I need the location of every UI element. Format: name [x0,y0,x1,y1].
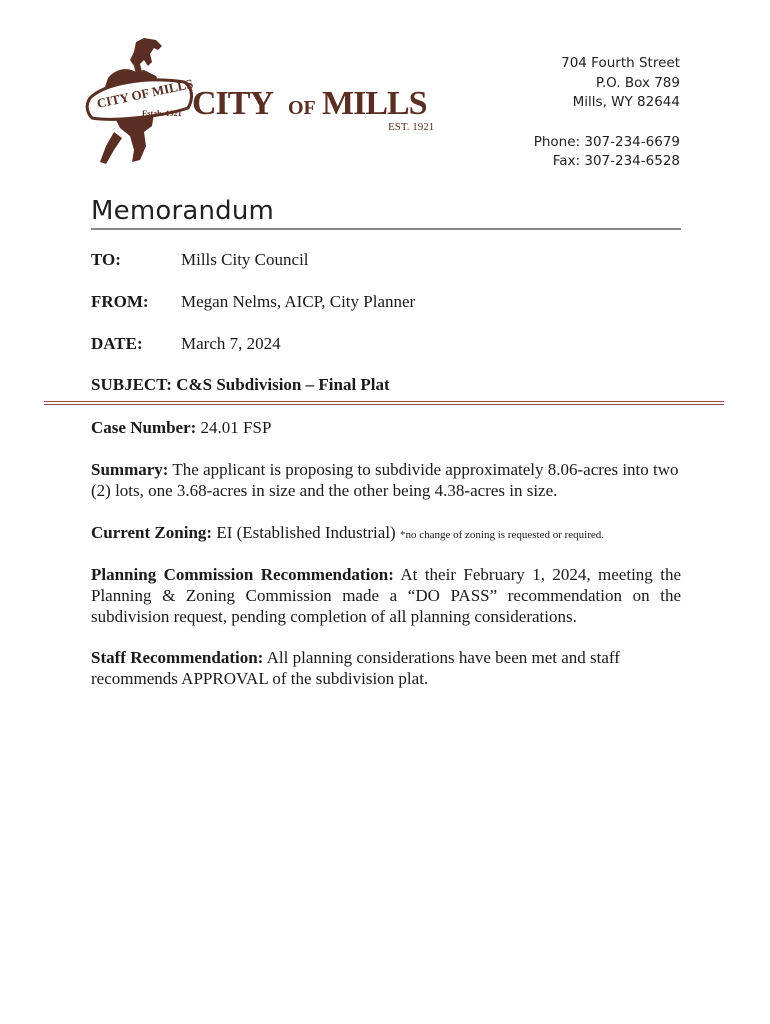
staff-recommendation-paragraph [91,647,681,689]
date-label: DATE: [91,334,143,353]
planning-recommendation-text: At their February 1, 2024, meeting the Planning & Zoning Commission made a “DO PASS” recommendation on the subdivision request, pending completion of all planning considerations. [91,565,681,626]
case-number-value: 24.01 FSP [200,418,272,437]
address-block [534,54,680,172]
summary-text: The applicant is proposing to subdivide approximately 8.06-acres into two (2) lots, one 3.68-acres in size and the other being 4.38-acres in size. [91,460,679,500]
logo-of-word: OF [288,97,316,119]
logo-city-word: CITY [192,85,274,122]
logo-est-text: EST. 1921 [388,121,435,133]
zoning-paragraph [91,522,681,546]
address-city-state: Mills, WY 82644 [572,94,680,110]
summary-paragraph [91,459,681,501]
from-value: Megan Nelms, AICP, City Planner [181,292,416,311]
summary-label: Summary: [91,460,169,479]
address-po-box: P.O. Box 789 [595,74,680,91]
city-of-mills-logo [84,36,444,170]
staff-recommendation-label: Staff Recommendation: [91,648,264,667]
subject-label: SUBJECT: [91,375,172,394]
planning-recommendation-label: Planning Commission Recommendation: [91,565,394,584]
memo-title: Memorandum [91,196,275,226]
logo-mills-word: MILLS [322,85,427,122]
zoning-note: *no change of zoning is requested or required. [399,529,605,541]
planning-recommendation-paragraph [91,564,681,627]
date-value: March 7, 2024 [181,334,281,353]
logo-seal-text: CITY OF MILLS [95,75,195,111]
memo-subject-row [91,375,390,395]
logo-seal-est: Estab. 1921 [142,109,182,118]
address-fax: Fax: 307-234-6528 [552,153,680,169]
case-number-paragraph [91,417,681,438]
case-number-label: Case Number: [91,418,197,437]
subject-value: C&S Subdivision – Final Plat [176,375,390,394]
zoning-label: Current Zoning: [91,523,213,542]
title-divider [91,228,681,230]
from-label: FROM: [91,292,149,311]
to-label: TO: [91,250,121,269]
staff-recommendation-text: All planning considerations have been met and staff recommends APPROVAL of the subdivision plat. [91,648,620,688]
address-street: 704 Fourth Street [561,55,680,71]
to-value: Mills City Council [181,250,309,269]
address-phone: Phone: 307-234-6679 [533,133,680,150]
subject-divider [44,401,724,405]
zoning-value: EI (Established Industrial) [216,523,396,542]
